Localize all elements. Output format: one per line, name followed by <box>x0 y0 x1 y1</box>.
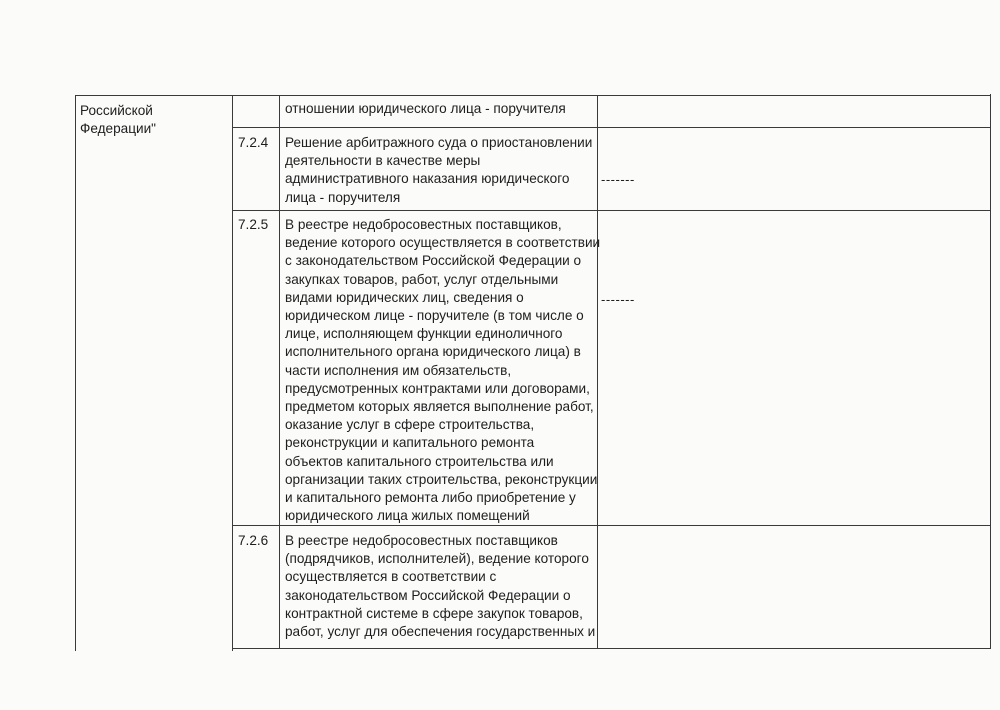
row-text: В реестре недобросовестных поставщиков, ведение которого осуществляется в соответствии с законодательством Российской Федерации о закупках товаров, работ, услуг отдельными видами юридических лиц, сведения о юридическом лице - поручителе (в том числе о лице, исполняющем функции единоличного исполнительного органа юридического лица) в части исполнения им обязательств, предусмотренных контрактами или договорами, предметом которых является выполнение работ, оказание услуг в сфере строительства, реконструкции и капитального ремонта объектов капитального строительства или организации таких строительства, реконструкции и капитального ремонта либо приобретение у юридического лица жилых помещений <box>285 217 601 524</box>
row-value: ------- <box>601 292 635 307</box>
row-text: Решение арбитражного суда о приостановлении деятельности в качестве меры административного наказания юридического лица - поручителя <box>285 135 593 205</box>
row-text: отношении юридического лица - поручителя <box>285 101 566 116</box>
row-divider-2 <box>232 210 991 211</box>
table-border-bottom <box>232 648 991 649</box>
row-number: 7.2.4 <box>238 135 269 150</box>
row-number: 7.2.6 <box>238 533 269 548</box>
row-divider-1 <box>232 127 991 128</box>
table-border-top <box>75 95 991 96</box>
left-column-label: Российской Федерации" <box>80 103 157 137</box>
table-border-right <box>990 94 991 648</box>
table-column-divider-2 <box>279 95 280 649</box>
row-text: В реестре недобросовестных поставщиков (подрядчиков, исполнителей), ведение которого осуществляется в соответствии с законодательством Российской Федерации о контрактной системе в сфере закупок товаров, работ, услуг для обеспечения государственных и <box>285 533 596 640</box>
row-number: 7.2.5 <box>238 217 269 232</box>
table-border-left <box>75 95 76 651</box>
table-column-divider-1 <box>232 95 233 651</box>
row-value: ------- <box>601 172 635 187</box>
